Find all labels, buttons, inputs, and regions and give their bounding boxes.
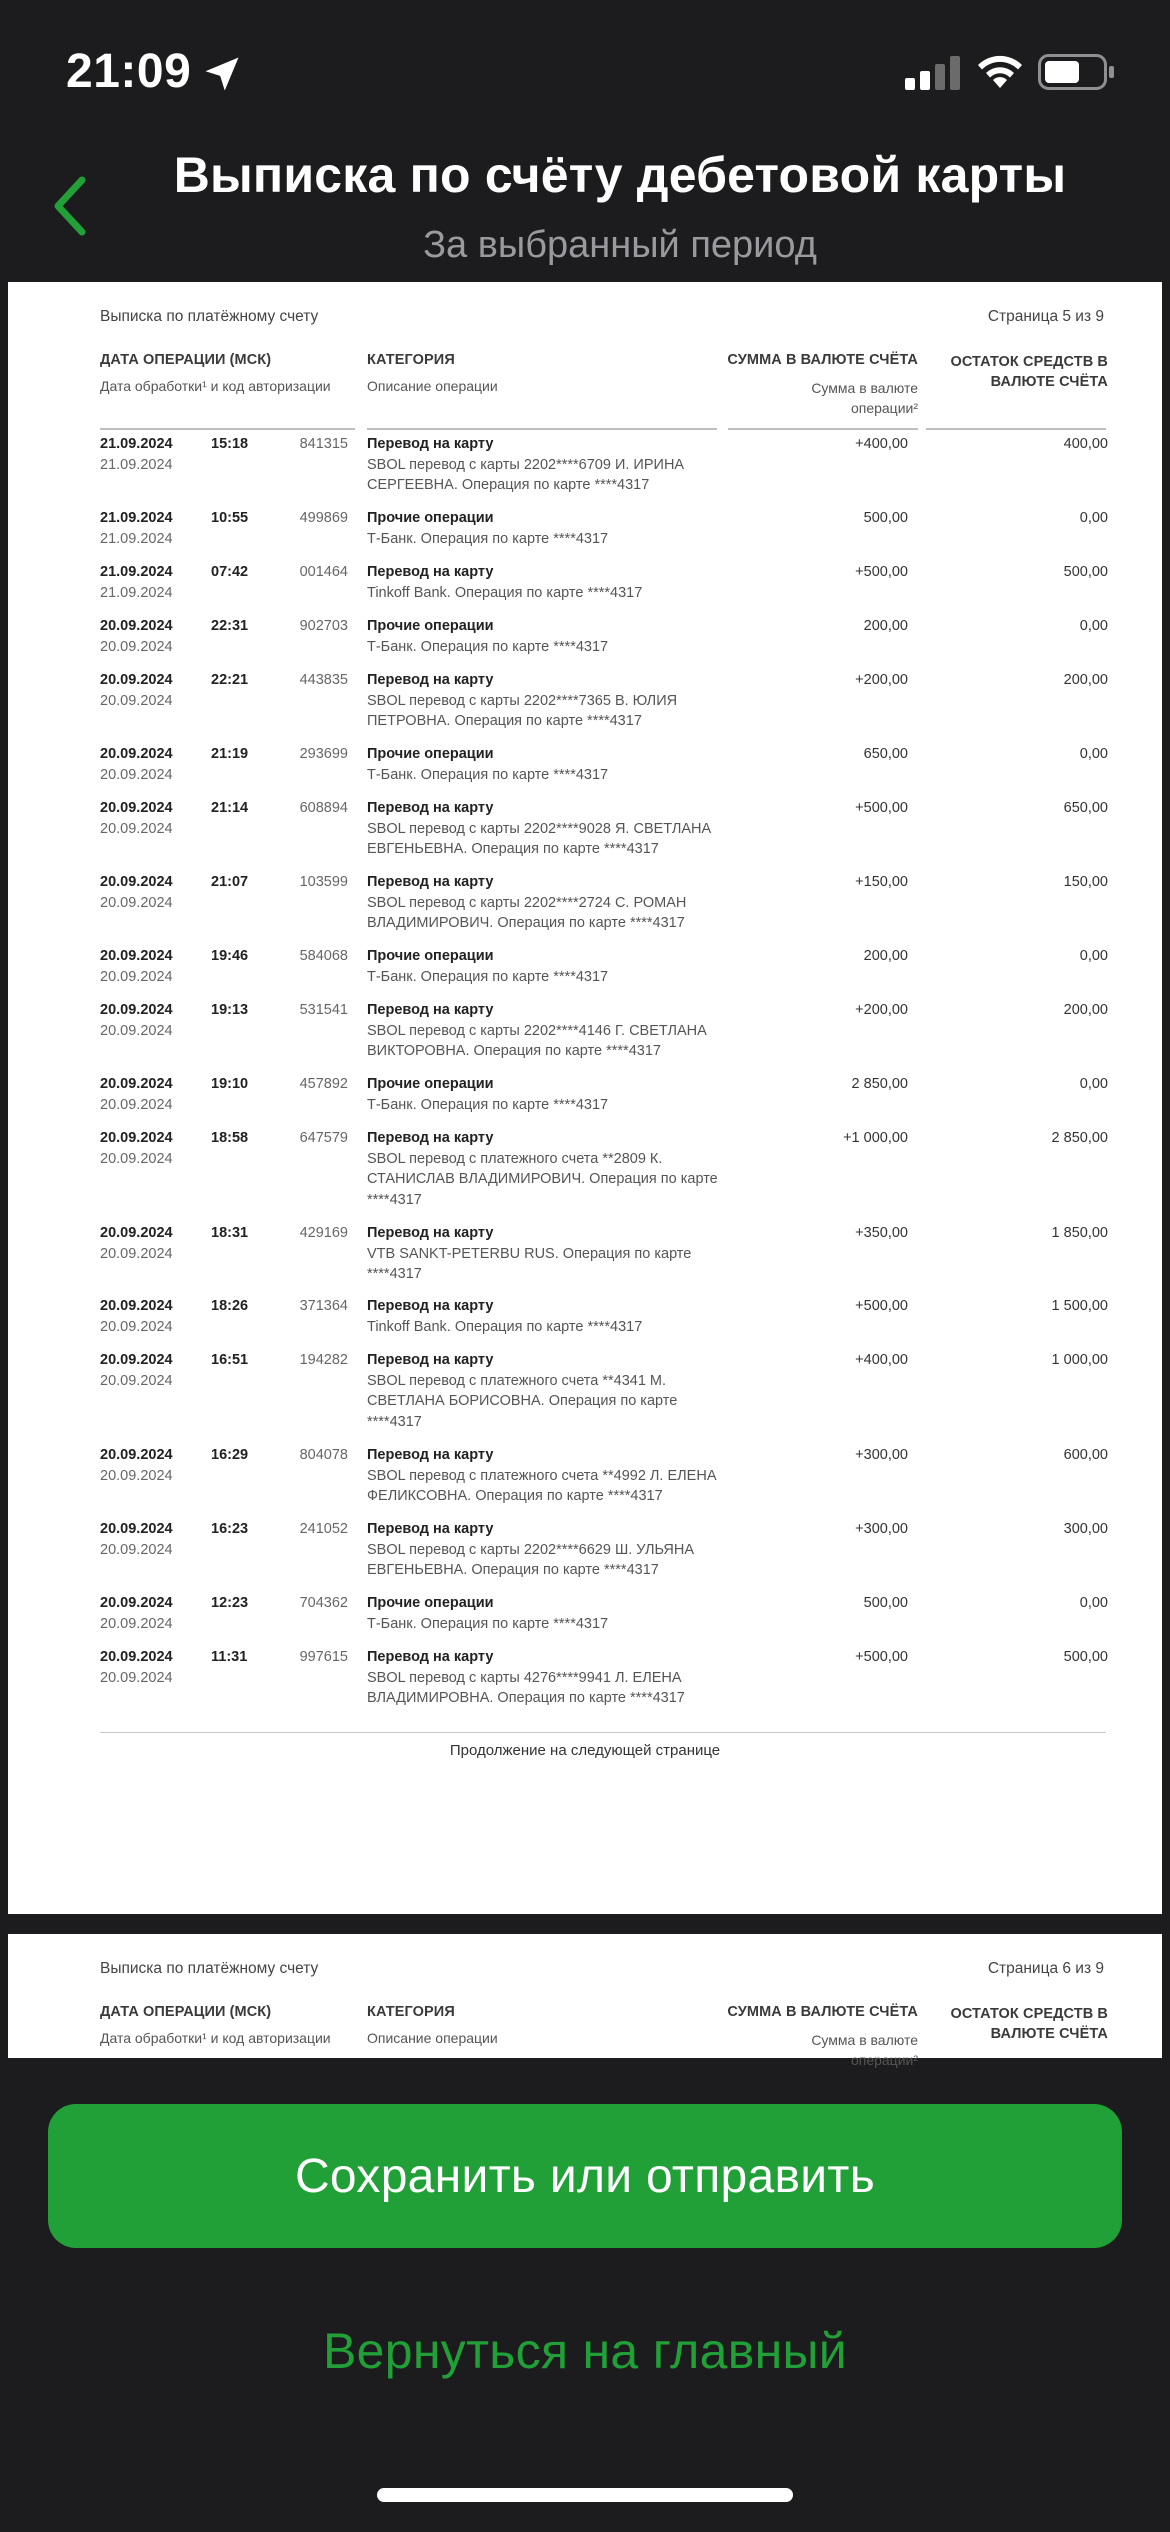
op-balance: 0,00 [1079,618,1108,634]
status-time: 21:09 [66,45,192,98]
statement-page-5 [8,282,1162,1914]
col-category-title: КАТЕГОРИЯ [367,352,455,368]
transaction-row[interactable] [8,670,1162,744]
proc-date: 20.09.2024 [100,1150,173,1167]
op-time: 16:29 [211,1447,249,1463]
op-time: 19:46 [211,948,249,964]
op-balance: 500,00 [1063,564,1108,580]
op-date: 20.09.2024 [100,1352,173,1368]
page-subtitle: За выбранный период [423,224,817,266]
op-time: 18:26 [211,1298,249,1314]
op-amount: +300,00 [855,1521,908,1537]
col-sum-sub: Сумма в валюте операции² [811,380,918,416]
op-balance: 500,00 [1063,1649,1108,1665]
op-category: Перевод на карту [367,1447,494,1463]
proc-date: 20.09.2024 [100,894,173,911]
proc-date: 20.09.2024 [100,1022,173,1039]
col-category-title: КАТЕГОРИЯ [367,2004,455,2020]
transaction-row[interactable] [8,562,1162,616]
op-category: Перевод на карту [367,1130,494,1146]
op-description: Tinkoff Bank. Операция по карте ****4317 [367,584,643,601]
proc-date: 20.09.2024 [100,638,173,655]
auth-code: 443835 [299,672,348,688]
op-amount: +500,00 [855,800,908,816]
op-description: Т-Банк. Операция по карте ****4317 [367,1615,609,1632]
op-balance: 1 000,00 [1051,1352,1108,1368]
op-description: SBOL перевод с карты 2202****9028 Я. СВЕТЛАНА ЕВГЕНЬЕВНА. Операция по карте ****4317 [367,820,712,857]
op-category: Перевод на карту [367,1352,494,1368]
page-number: Страница 5 из 9 [987,308,1104,325]
op-description: SBOL перевод с карты 2202****2724 С. РОМАН ВЛАДИМИРОВИЧ. Операция по карте ****4317 [367,894,687,931]
cellular-signal-icon [905,56,961,90]
col-date-title: ДАТА ОПЕРАЦИИ (МСК) [100,2004,272,2020]
op-category: Прочие операции [367,746,494,762]
header-divider [367,428,717,430]
op-date: 20.09.2024 [100,618,173,634]
op-time: 07:42 [211,564,249,580]
proc-date: 20.09.2024 [100,1467,173,1484]
op-description: Т-Банк. Операция по карте ****4317 [367,638,609,655]
op-time: 21:14 [211,800,249,816]
op-time: 18:58 [211,1130,249,1146]
auth-code: 001464 [299,564,348,580]
op-description: SBOL перевод с карты 2202****4146 Г. СВЕТЛАНА ВИКТОРОВНА. Операция по карте ****4317 [367,1022,707,1059]
op-description: Т-Банк. Операция по карте ****4317 [367,530,609,547]
op-amount: +350,00 [855,1225,908,1241]
op-time: 16:23 [211,1521,249,1537]
transaction-row[interactable] [8,946,1162,1000]
op-balance: 200,00 [1063,672,1108,688]
op-amount: 500,00 [863,1595,908,1611]
proc-date: 20.09.2024 [100,692,173,709]
account-label: Выписка по платёжному счету [100,1960,319,1977]
transaction-row[interactable] [8,1445,1162,1519]
op-amount: +200,00 [855,1002,908,1018]
account-label: Выписка по платёжному счету [100,308,319,325]
op-date: 20.09.2024 [100,800,173,816]
op-category: Перевод на карту [367,800,494,816]
return-home-link[interactable]: Вернуться на главный [323,2323,847,2379]
continue-note: Продолжение на следующей странице [449,1742,721,1759]
op-time: 11:31 [211,1649,248,1665]
proc-date: 20.09.2024 [100,968,173,985]
col-sum-title: СУММА В ВАЛЮТЕ СЧЁТА [727,2004,918,2020]
op-time: 19:13 [211,1002,249,1018]
auth-code: 429169 [299,1225,348,1241]
transaction-row[interactable] [8,1223,1162,1296]
op-category: Перевод на карту [367,1225,494,1241]
home-indicator[interactable] [377,2488,793,2502]
op-category: Перевод на карту [367,1649,494,1665]
header-divider [728,428,918,430]
transaction-row[interactable] [8,1519,1162,1593]
op-category: Перевод на карту [367,874,494,890]
col-balance-title: ОСТАТОК СРЕДСТВ В ВАЛЮТЕ СЧЁТА [950,354,1108,390]
op-description: Т-Банк. Операция по карте ****4317 [367,968,609,985]
op-description: VTB SANKT-PETERBU RUS. Операция по карте ****4317 [367,1245,692,1282]
op-category: Перевод на карту [367,1002,494,1018]
col-date-title: ДАТА ОПЕРАЦИИ (МСК) [100,352,272,368]
op-time: 16:51 [211,1352,249,1368]
op-amount: +500,00 [855,1298,908,1314]
op-amount: +1 000,00 [843,1130,908,1146]
op-amount: +500,00 [855,564,908,580]
op-balance: 600,00 [1063,1447,1108,1463]
op-amount: +400,00 [855,1352,908,1368]
transaction-row[interactable] [8,1296,1162,1350]
auth-code: 902703 [299,618,348,634]
proc-date: 20.09.2024 [100,1669,173,1686]
transaction-row[interactable] [8,1647,1162,1721]
proc-date: 20.09.2024 [100,1096,173,1113]
op-date: 21.09.2024 [100,564,173,580]
op-amount: 650,00 [863,746,908,762]
transaction-row[interactable] [8,1350,1162,1445]
col-category-sub: Описание операции [367,378,498,394]
auth-code: 804078 [299,1447,348,1463]
proc-date: 20.09.2024 [100,1372,173,1389]
op-description: Tinkoff Bank. Операция по карте ****4317 [367,1318,643,1335]
op-balance: 0,00 [1079,510,1108,526]
proc-date: 20.09.2024 [100,1245,173,1262]
auth-code: 194282 [299,1352,348,1368]
op-time: 22:31 [211,618,249,634]
transaction-row[interactable] [8,1000,1162,1074]
transaction-row[interactable] [8,872,1162,946]
op-amount: +400,00 [855,436,908,452]
op-amount: 200,00 [863,948,908,964]
header-divider [926,428,1106,430]
op-amount: 2 850,00 [851,1076,908,1092]
op-time: 21:19 [211,746,249,762]
back-chevron-icon[interactable] [50,174,90,238]
op-category: Перевод на карту [367,1521,494,1537]
op-description: SBOL перевод с карты 2202****6629 Ш. УЛЬЯНА ЕВГЕНЬЕВНА. Операция по карте ****4317 [367,1541,695,1578]
op-description: SBOL перевод с платежного счета **4992 Л. ЕЛЕНА ФЕЛИКСОВНА. Операция по карте ****4317 [367,1467,717,1504]
wifi-icon [975,52,1025,90]
op-time: 21:07 [211,874,249,890]
proc-date: 21.09.2024 [100,584,173,601]
op-description: Т-Банк. Операция по карте ****4317 [367,766,609,783]
battery-icon [1038,54,1116,90]
nav-header [0,140,1170,270]
op-balance: 0,00 [1079,1076,1108,1092]
op-date: 20.09.2024 [100,1076,173,1092]
op-amount: +150,00 [855,874,908,890]
col-sum-title: СУММА В ВАЛЮТЕ СЧЁТА [727,352,918,368]
op-amount: +500,00 [855,1649,908,1665]
op-time: 12:23 [211,1595,249,1611]
op-balance: 300,00 [1063,1521,1108,1537]
op-balance: 200,00 [1063,1002,1108,1018]
op-balance: 1 500,00 [1051,1298,1108,1314]
status-bar [0,0,1170,140]
save-or-send-button[interactable]: Сохранить или отправить [48,2104,1122,2248]
op-category: Прочие операции [367,1076,494,1092]
auth-code: 841315 [299,436,348,452]
transaction-row[interactable] [8,1074,1162,1128]
auth-code: 647579 [299,1130,348,1146]
auth-code: 704362 [299,1595,348,1611]
op-date: 20.09.2024 [100,1002,173,1018]
transactions-list [8,434,1162,1721]
transaction-row[interactable] [8,798,1162,872]
op-time: 22:21 [211,672,249,688]
op-description: SBOL перевод с карты 4276****9941 Л. ЕЛЕНА ВЛАДИМИРОВНА. Операция по карте ****4317 [367,1669,685,1706]
op-category: Прочие операции [367,618,494,634]
proc-date: 20.09.2024 [100,766,173,783]
auth-code: 531541 [299,1002,348,1018]
op-category: Перевод на карту [367,672,494,688]
op-date: 20.09.2024 [100,948,173,964]
op-balance: 0,00 [1079,746,1108,762]
page-title: Выписка по счёту дебетовой карты [173,147,1067,203]
op-date: 20.09.2024 [100,1298,173,1314]
op-balance: 0,00 [1079,948,1108,964]
op-amount: 200,00 [863,618,908,634]
col-sum-sub: Сумма в валюте операции² [811,2032,918,2068]
op-date: 20.09.2024 [100,1649,173,1665]
op-time: 18:31 [211,1225,249,1241]
op-category: Перевод на карту [367,436,494,452]
op-time: 19:10 [211,1076,249,1092]
footer-divider [100,1732,1106,1733]
op-category: Прочие операции [367,510,494,526]
auth-code: 103599 [299,874,348,890]
op-date: 20.09.2024 [100,1225,173,1241]
transaction-row[interactable] [8,744,1162,798]
proc-date: 21.09.2024 [100,530,173,547]
auth-code: 608894 [299,800,348,816]
auth-code: 997615 [299,1649,348,1665]
header-divider [100,428,355,430]
op-date: 20.09.2024 [100,1447,173,1463]
op-amount: 500,00 [863,510,908,526]
auth-code: 371364 [299,1298,348,1314]
op-date: 20.09.2024 [100,1130,173,1146]
op-category: Прочие операции [367,1595,494,1611]
proc-date: 20.09.2024 [100,1615,173,1632]
op-description: SBOL перевод с карты 2202****7365 В. ЮЛИЯ ПЕТРОВНА. Операция по карте ****4317 [367,692,678,729]
transaction-row[interactable] [8,508,1162,562]
op-description: SBOL перевод с платежного счета **4341 М. СВЕТЛАНА БОРИСОВНА. Операция по карте ****4317 [367,1372,678,1430]
proc-date: 20.09.2024 [100,1318,173,1335]
auth-code: 584068 [299,948,348,964]
op-date: 21.09.2024 [100,510,173,526]
op-balance: 1 850,00 [1051,1225,1108,1241]
statement-page-6 [8,1934,1162,2068]
location-arrow-icon [200,52,244,96]
col-balance-title: ОСТАТОК СРЕДСТВ В ВАЛЮТЕ СЧЁТА [950,2006,1108,2042]
op-category: Перевод на карту [367,564,494,580]
proc-date: 20.09.2024 [100,820,173,837]
op-date: 21.09.2024 [100,436,173,452]
op-balance: 650,00 [1063,800,1108,816]
op-date: 20.09.2024 [100,746,173,762]
proc-date: 21.09.2024 [100,456,173,473]
op-balance: 2 850,00 [1051,1130,1108,1146]
op-time: 10:55 [211,510,249,526]
auth-code: 499869 [299,510,348,526]
transaction-row[interactable] [8,616,1162,670]
op-balance: 0,00 [1079,1595,1108,1611]
auth-code: 293699 [299,746,348,762]
col-date-sub: Дата обработки¹ и код авторизации [100,378,331,394]
col-date-sub: Дата обработки¹ и код авторизации [100,2030,331,2046]
op-category: Перевод на карту [367,1298,494,1314]
proc-date: 20.09.2024 [100,1541,173,1558]
op-date: 20.09.2024 [100,874,173,890]
op-balance: 400,00 [1063,436,1108,452]
op-date: 20.09.2024 [100,1595,173,1611]
op-category: Прочие операции [367,948,494,964]
auth-code: 457892 [299,1076,348,1092]
op-description: Т-Банк. Операция по карте ****4317 [367,1096,609,1113]
op-amount: +300,00 [855,1447,908,1463]
op-amount: +200,00 [855,672,908,688]
op-description: SBOL перевод с карты 2202****6709 И. ИРИНА СЕРГЕЕВНА. Операция по карте ****4317 [367,456,685,493]
op-time: 15:18 [211,436,249,452]
page-number: Страница 6 из 9 [987,1960,1104,1977]
op-description: SBOL перевод с платежного счета **2809 К. СТАНИСЛАВ ВЛАДИМИРОВИЧ. Операция по карте ****4317 [367,1150,718,1208]
auth-code: 241052 [299,1521,348,1537]
transaction-row[interactable] [8,1128,1162,1223]
col-category-sub: Описание операции [367,2030,498,2046]
transaction-row[interactable] [8,434,1162,508]
op-balance: 150,00 [1063,874,1108,890]
op-date: 20.09.2024 [100,672,173,688]
op-date: 20.09.2024 [100,1521,173,1537]
transaction-row[interactable] [8,1593,1162,1647]
